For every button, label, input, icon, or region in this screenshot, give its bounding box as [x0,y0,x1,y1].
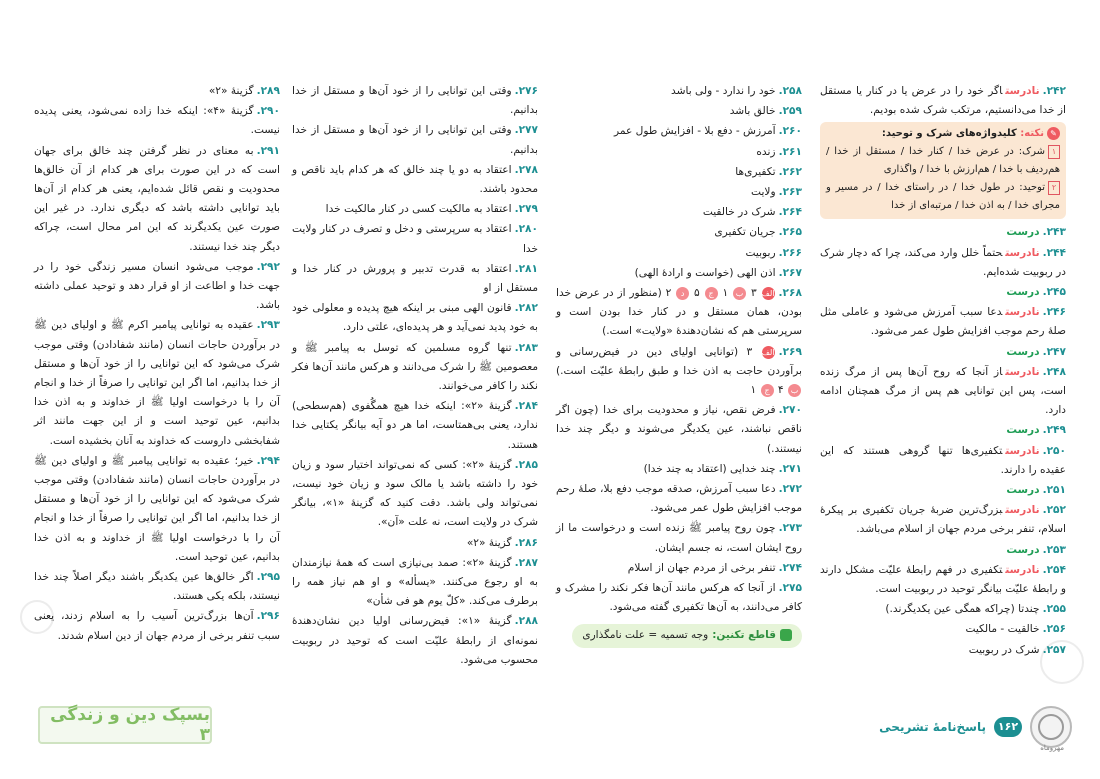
qatea-tip-box: قاطع تکنین:وجه تسمیه = علت نامگذاری [572,624,802,647]
publisher-logo-text: مهروماه [1040,744,1064,752]
note-icon: ✎ [1047,127,1060,140]
column-3: ۲۷۶.وقتی این توانایی را از خود آن‌ها و مستقل از خدا بدانیم. ۲۷۷.وقتی این توانایی را از خود آن‌ها و مستقل از خدا بدانیم. ۲۷۸.اعتقاد به دو یا چند خالق که هر کدام باید ناقص و محدود باشند. ۲۷۹.اعتقاد به مالکیت کسی در کنار مالکیت خدا ۲۸۰.اعتقاد به سرپرستی و دخل و تصرف در کنار ولایت خدا ۲۸۱.اعتقاد به قدرت تدبیر و پرورش در کنار خدا و مستقل از او ۲۸۲.قانون الهی مبنی بر اینکه هیچ پدیده و معلولی خود به خود پدید نمی‌آید و هر پدیده‌ای، علتی دارد. ۲۸۳.تنها گروه مسلمین که توسل به پیامبر ﷺ و معصومین ﷺ را شرک می‌دانند و هرکس مانند آن‌ها فکر نکند را کافر می‌خوانند. ۲۸۴.گزینهٔ «۲»: اینکه خدا هیچ همگُفوی (هم‌سطحی) ندارد، یعنی بی‌همتاست، اما هر دو آیه بیانگر یکتایی خدا هستند. ۲۸۵.گزینهٔ «۲»: کسی که نمی‌تواند اختیار سود و زیان خود را داشته باشد یا مالک سود و زیان خود نیست، نمی‌تواند ولی باشد. دقت کنید که گزینهٔ «۱»، بیانگر شرک در ولایت است، نه علت «آن». ۲۸۶.گزینهٔ «۲» ۲۸۷.گزینهٔ «۲»: صمد بی‌نیازی است که همهٔ نیازمندان به او رجوع می‌کنند. «یسأله» و او هم نیاز همه را برطرف می‌کند. «کلّ یوم هو فی شأن» ۲۸۸.گزینهٔ «۱»: فیض‌رسانی اولیا دین نشان‌دهندهٔ نمونه‌ای از رابطهٔ علیّت است که توحید در ربوبیت محسوب می‌شود. [292,85,539,666]
nokte-box: ✎نکته: کلیدواژه‌های شرک و توحید: ۱شرک: در عرض خدا / کنار خدا / مستقل از خدا / هم‌ردیف با خدا / هم‌ارزش با خدا / واگذاری ۲توحید: در طول خدا / در راستای خدا / در مسیر و مجرای خدا / به اذن خدا / مرتبه‌ای از خدا [820,122,1066,219]
tip-icon [780,629,792,641]
column-4: ۲۸۹.گزینهٔ «۲» ۲۹۰.گزینهٔ «۴»: اینکه خدا زاده نمی‌شود، یعنی پدیده نیست. ۲۹۱.به معنای در نظر گرفتن چند خالق برای جهان است که در این صورت برای هر کدام از آن خالق‌ها محدودیت و نقص قائل شده‌ایم، یعنی هر کدام از آن‌ها باید توانایی داشته باشد که دیگری ندارد. در غیر این صورت عین یکدیگرند که این امر محال است، چراکه دیگر چند خدا نیستند. ۲۹۲.موجب می‌شود انسان مسیر زندگی خود را در جهت خدا و اطاعت از او قرار دهد و توحید عملی داشته باشد. ۲۹۳.عقیده به توانایی پیامبر اکرم ﷺ و اولیای دین ﷺ در برآوردن حاجات انسان (مانند شفادادن) وقتی موجب شرک می‌شود که این توانایی را از خود آن‌ها و مستقل از خدا بدانیم، اما اگر این توانایی را صرفاً از خدا و انجام آن را با درخواست اولیا ﷺ از خداوند و به اذن خدا بدانیم، عین توحید است و از این جهت مانند اثر شفابخشی داروست که خداوند به آنان بخشیده است. ۲۹۴.خیر؛ عقیده به توانایی پیامبر ﷺ و اولیای دین ﷺ در برآوردن حاجات انسان (مانند شفادادن) وقتی موجب شرک می‌شود که این توانایی را از خود آن‌ها و مستقل از خدا بدانیم، اما اگر این توانایی را صرفاً از خدا و انجام آن را با درخواست اولیا ﷺ از خداوند و به اذن خدا بدانیم، عین توحید است. ۲۹۵.اگر خالق‌ها عین یکدیگر باشند دیگر اصلاً چند خدا نیستند، بلکه یکی هستند. ۲۹۶.آن‌ها بزرگ‌ترین آسیب را به اسلام زدند، یعنی سبب تنفر برخی از مردم جهان از دین اسلام شدند. [34,85,280,642]
brand-title: بسپک دین و زندگی ۳ [50,705,210,745]
page-section-title: پاسخ‌نامهٔ تشریحی [879,720,986,734]
page-number: ۱۶۲ [994,717,1022,737]
column-1: ۲۴۲.نادرستاگر خود را در عرض یا در کنار یا مستقل از خدا می‌دانستیم، مرتکب شرک شده بودیم. ✎نکته: کلیدواژه‌های شرک و توحید: ۱شرک: در عرض خدا / کنار خدا / مستقل از خدا / هم‌ردیف با خدا / هم‌ارزش با خدا / واگذاری ۲توحید: در طول خدا / در راستای خدا / در مسیر و مجرای خدا / به اذن خدا / مرتبه‌ای از خدا ۲۴۳.درست ۲۴۴.نادرستحتماً خلل وارد می‌کند، چرا که دچار شرک در ربوبیت شده‌ایم. ۲۴۵.درست ۲۴۶.نادرستدعا سبب آمرزش می‌شود و عاملی مثل صلهٔ رحم موجب افزایش طول عمر می‌شود. ۲۴۷.درست ۲۴۸.نادرستاز آنجا که روح آن‌ها پس از مرگ زنده است، پس این توانایی هم پس از مرگ همچنان ادامه دارد. ۲۴۹.درست ۲۵۰.نادرستتکفیری‌ها تنها گروهی هستند که این عقیده را دارند. ۲۵۱.درست ۲۵۲.نادرستبزرگ‌ترین ضربهٔ جریان تکفیری بر پیکرهٔ اسلام، تنفر برخی مردم جهان از اسلام می‌باشد. ۲۵۳.درست ۲۵۴.نادرستتکفیری در فهم رابطهٔ علیّت مشکل دارند و رابطهٔ علیّت بیانگر توحید در ربوبیت است. ۲۵۵.چندتا (چراکه همگی عین یکدیگرند.) ۲۵۶.خالقیت - مالکیت ۲۵۷.شرک در ربوبیت [820,82,1066,661]
page-footer [879,706,1072,748]
brand-badge [38,706,212,744]
publisher-logo-icon [1030,706,1072,748]
column-2: ۲۵۸.خود را ندارد - ولی باشد ۲۵۹.خالق باشد ۲۶۰.آمرزش - دفع بلا - افزایش طول عمر ۲۶۱.زنده ۲۶۲.تکفیری‌ها ۲۶۳.ولایت ۲۶۴.شرک در خالقیت ۲۶۵.جریان تکفیری ۲۶۶.ربوبیت ۲۶۷.اذن الهی (خواست و ارادهٔ الهی) ۲۶۸.الف ۳ ب ۱ ج ۵ د ۲ (منظور از در عرض خدا بودن، همان مستقل و در کنار خدا بودن است و سرپرستی هم که نشان‌دهندهٔ «ولایت» است.) ۲۶۹.الف ۳ (توانایی اولیای دین در فیض‌رسانی و برآوردن حاجت به اذن خدا و طبق رابطهٔ علیّت است.) ب ۴ ج ۱ ۲۷۰.فرض نقص، نیاز و محدودیت برای خدا (چون اگر ناقص نباشند، عین یکدیگر می‌شوند و دیگر چند خدا نیستند.) ۲۷۱.چند خدایی (اعتقاد به چند خدا) ۲۷۲.دعا سبب آمرزش، صدقه موجب دفع بلا، صلهٔ رحم موجب افزایش طول عمر می‌شود. ۲۷۳.چون روح پیامبر ﷺ زنده است و درخواست ما از روح ایشان است، نه جسم ایشان. ۲۷۴.تنفر برخی از مردم جهان از اسلام ۲۷۵.از آنجا که هرکس مانند آن‌ها فکر نکند را مشرک و کافر می‌دانند، به آن‌ها تکفیری گفته می‌شود. قاطع تکنین:وجه تسمیه = علت نامگذاری [556,82,802,648]
answer-242: ۲۴۲.نادرستاگر خود را در عرض یا در کنار یا مستقل از خدا می‌دانستیم، مرتکب شرک شده بودیم. [820,85,1066,117]
